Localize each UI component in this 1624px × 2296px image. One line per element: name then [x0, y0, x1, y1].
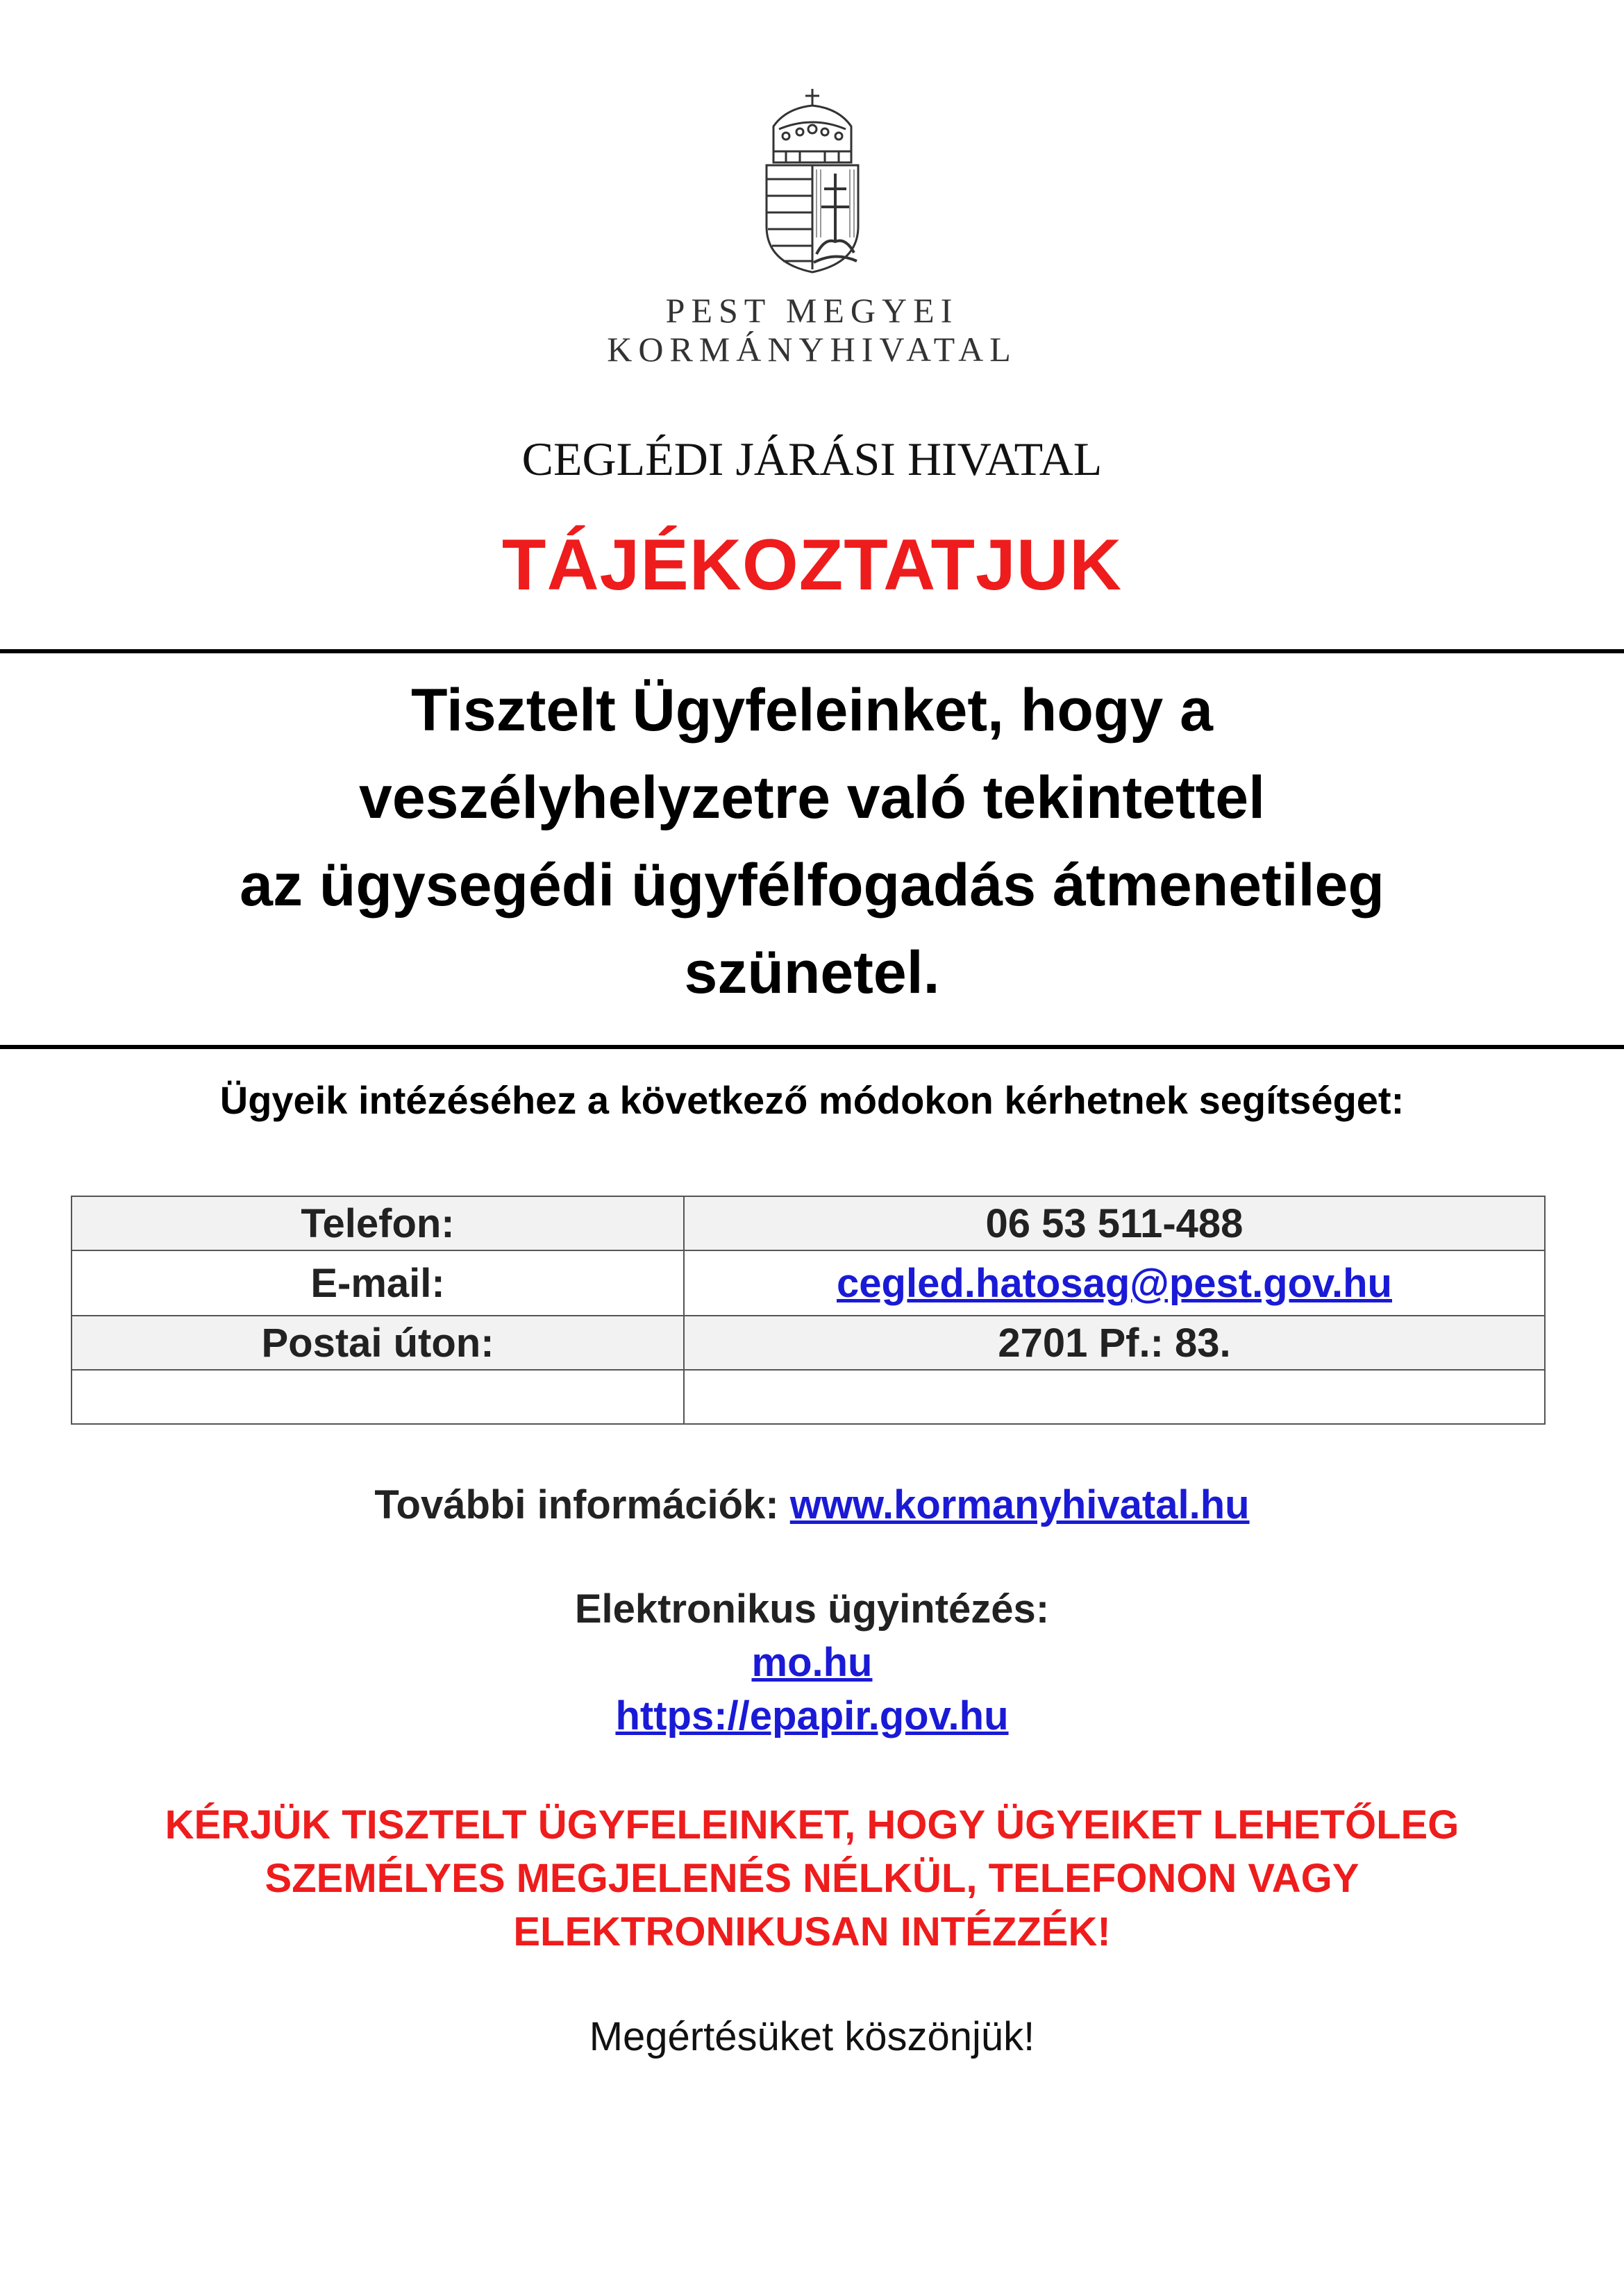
contact-label-email: E-mail:	[72, 1250, 684, 1316]
email-link[interactable]: cegled.hatosag@pest.gov.hu	[837, 1260, 1392, 1306]
eservice-link-row	[0, 1639, 1624, 1686]
contact-value-phone: 06 53 511-488	[684, 1196, 1545, 1250]
more-info	[0, 1482, 1624, 1528]
eservice-label: Elektronikus ügyintézés:	[574, 1586, 1050, 1632]
inform-heading: TÁJÉKOZTATJUK	[501, 525, 1123, 605]
warning-line: SZEMÉLYES MEGJELENÉS NÉLKÜL, TELEFONON VAGY	[265, 1856, 1359, 1901]
notice-line: szünetel.	[684, 939, 940, 1006]
epapir-link[interactable]: https://epapir.gov.hu	[615, 1693, 1009, 1738]
thanks-text: Megértésüket köszönjük!	[589, 2014, 1035, 2059]
contact-value-email	[684, 1250, 1545, 1316]
table-row	[72, 1196, 1545, 1250]
table-row	[72, 1250, 1545, 1316]
mo-hu-link[interactable]: mo.hu	[751, 1640, 873, 1685]
table-row	[72, 1370, 1545, 1424]
notice-line: az ügysegédi ügyfélfogadás átmenetileg	[240, 852, 1384, 919]
contact-label-post: Postai úton:	[72, 1316, 684, 1370]
notice-line: Tisztelt Ügyfeleinket, hogy a	[411, 677, 1213, 744]
table-row	[72, 1316, 1545, 1370]
bottom-divider	[0, 1045, 1624, 1049]
help-intro: Ügyeik intézéséhez a következő módokon kérhetnek segítséget:	[219, 1078, 1405, 1122]
notice-line: veszélyhelyzetre való tekintettel	[359, 764, 1265, 831]
contact-label-phone: Telefon:	[72, 1196, 684, 1250]
warning-text	[0, 1798, 1624, 1959]
warning-line: ELEKTRONIKUSAN INTÉZZÉK!	[513, 1909, 1111, 1954]
eservice-link-row	[0, 1693, 1624, 1739]
more-info-label: További információk:	[374, 1482, 779, 1527]
main-notice	[0, 667, 1624, 1016]
kormanyhivatal-link[interactable]: www.kormanyhivatal.hu	[789, 1482, 1250, 1527]
org-name-line1: PEST MEGYEI	[665, 291, 959, 330]
top-divider	[0, 649, 1624, 653]
contact-value-post: 2701 Pf.: 83.	[684, 1316, 1545, 1370]
org-name-line2: KORMÁNYHIVATAL	[607, 330, 1017, 369]
hungarian-coat-of-arms-icon	[758, 87, 867, 275]
warning-line: KÉRJÜK TISZTELT ÜGYFELEINKET, HOGY ÜGYEIKET LEHETŐLEG	[165, 1802, 1459, 1847]
contact-table	[71, 1196, 1546, 1425]
office-name: CEGLÉDI JÁRÁSI HIVATAL	[521, 433, 1103, 485]
contact-label-empty	[72, 1370, 684, 1424]
contact-value-empty	[684, 1370, 1545, 1424]
